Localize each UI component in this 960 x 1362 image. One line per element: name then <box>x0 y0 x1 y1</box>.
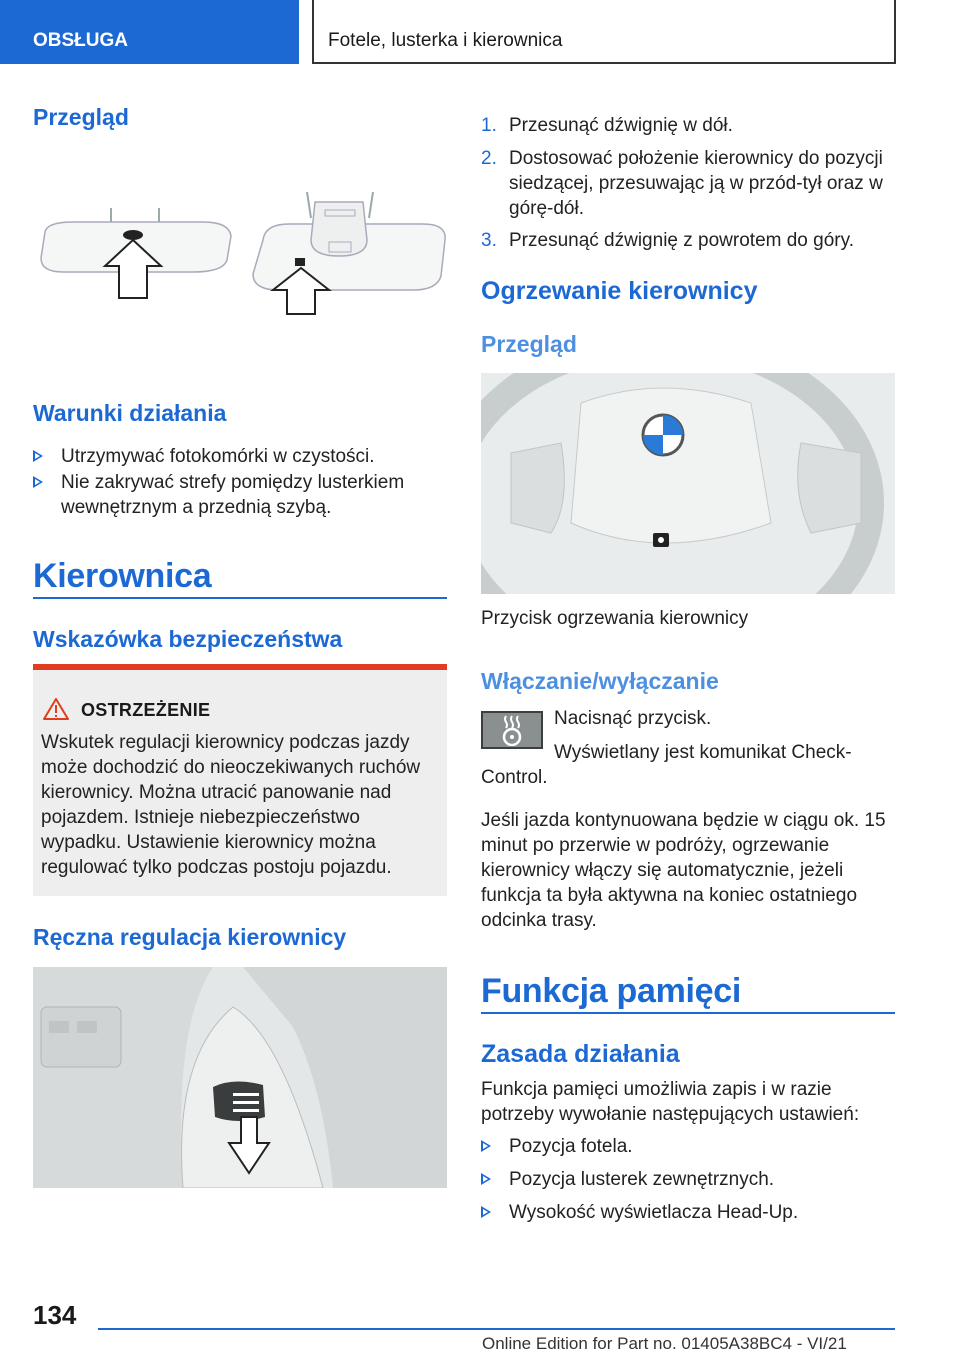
bullet-triangle-icon <box>33 450 43 462</box>
section-divider <box>33 597 447 599</box>
page-number: 134 <box>33 1300 77 1330</box>
header-section-tab: OBSŁUGA <box>0 0 299 64</box>
heating-heading: Ogrzewanie kierownicy <box>481 277 758 305</box>
warning-text: Wskutek regulacji kierownicy podczas jazdy może dochodzić do nieoczekiwanych ruchów kierownicy. Można utracić panowanie nad pojazdem. Istnieje niebezpieczeństwo wypadku. Ustawienie kierownicy można regulować tylko podczas postoju pojazdu. <box>41 732 421 878</box>
bullet-triangle-icon <box>33 476 43 488</box>
bullet-triangle-icon <box>481 1206 491 1218</box>
auto-heating-text: Jeśli jazda kontynuowana będzie w ciągu ok. 15 minut po przerwie w podróży, ogrzewanie kierownicy włączy się automatycznie, jeżeli funkcja ta była aktywna na koniec ostatniego odcinka trasy. <box>481 810 886 931</box>
warning-triangle-icon <box>43 698 69 720</box>
heating-caption: Przycisk ogrzewania kierownicy <box>481 608 749 629</box>
press-instruction: Nacisnąć przycisk. <box>554 708 712 729</box>
step-item: 2. Dostosować położenie kierownicy do pozycji siedzącej, przesuwając ją w przód-tył oraz w górę-dół. <box>481 148 883 219</box>
mirror-illustration <box>33 180 447 320</box>
list-item: Utrzymywać fotokomórki w czystości. <box>33 444 447 469</box>
principle-heading: Zasada działania <box>481 1040 680 1068</box>
steering-lever-image <box>33 967 447 1188</box>
safety-heading: Wskazówka bezpieczeństwa <box>33 626 343 652</box>
conditions-heading: Warunki działania <box>33 400 227 426</box>
list-item: Nie zakrywać strefy pomiędzy lusterkiem wewnętrznym a przednią szybą. <box>33 470 433 520</box>
step-item: 1. Przesunąć dźwignię w dół. <box>481 115 733 136</box>
step-item: 3. Przesunąć dźwignię z powrotem do góry. <box>481 230 854 251</box>
steering-wheel-image <box>481 373 895 594</box>
header-chapter-title: Fotele, lusterka i kierownica <box>312 0 896 64</box>
bullet-triangle-icon <box>481 1140 491 1152</box>
principle-text: Funkcja pamięci umożliwia zapis i w razie potrzeby wywołanie następujących ustawień: <box>481 1079 860 1125</box>
bullet-triangle-icon <box>481 1173 491 1185</box>
list-item: Pozycja lusterek zewnętrznych. <box>481 1167 895 1192</box>
manual-adjust-heading: Ręczna regulacja kierownicy <box>33 924 347 950</box>
steering-wheel-drawing <box>481 373 895 594</box>
list-item: Pozycja fotela. <box>481 1134 895 1159</box>
list-item: Wysokość wyświetlacza Head-Up. <box>481 1200 895 1225</box>
overview-heading: Przegląd <box>33 104 129 130</box>
warning-title: OSTRZEŻENIE <box>81 700 211 720</box>
footer-edition: Online Edition for Part no. 01405A38BC4 - VI/21 <box>482 1334 847 1353</box>
section-divider <box>481 1012 895 1014</box>
onoff-heading: Włączanie/wyłączanie <box>481 668 719 694</box>
warning-box <box>33 664 447 896</box>
footer-divider <box>98 1328 895 1330</box>
steering-heading: Kierownica <box>33 557 212 595</box>
memory-heading: Funkcja pamięci <box>481 972 742 1010</box>
message-text: Wyświetlany jest komunikat Check-Control. <box>481 742 852 788</box>
heating-overview-heading: Przegląd <box>481 331 577 357</box>
steering-lever-drawing <box>33 967 447 1188</box>
